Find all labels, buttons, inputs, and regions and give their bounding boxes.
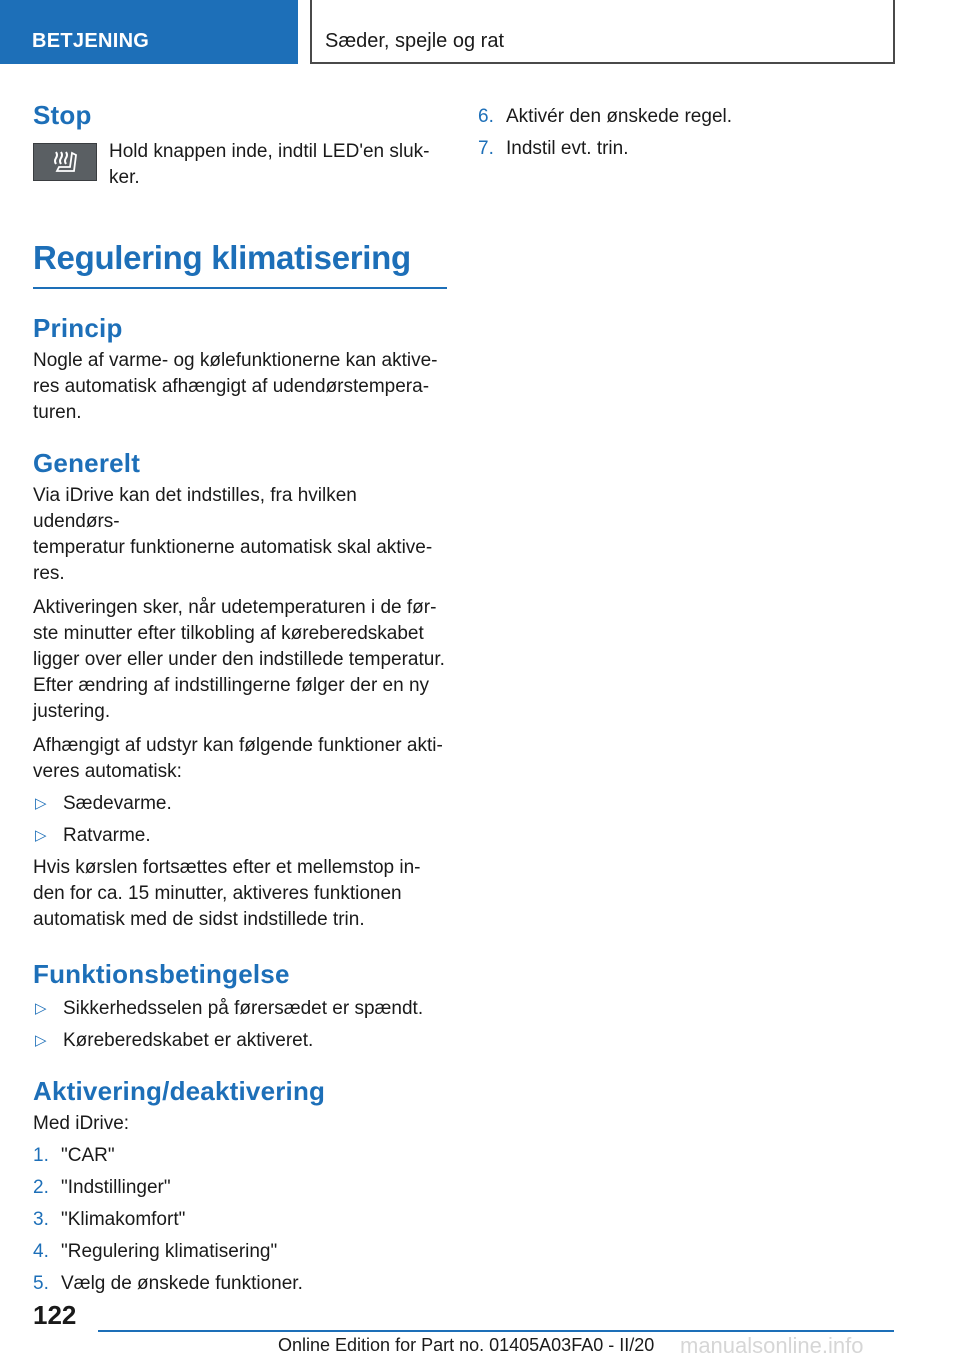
text-line: ligger over eller under den indstillede temperatur.: [33, 649, 445, 670]
step-number: 1.: [33, 1145, 49, 1166]
step-number: 5.: [33, 1273, 49, 1294]
step-text: "Klimakomfort": [61, 1209, 186, 1230]
header-section-label: BETJENING: [32, 30, 150, 52]
seat-heating-icon: [33, 143, 97, 181]
steps-list-right: [478, 104, 918, 162]
step-text: "Regulering klimatisering": [61, 1241, 278, 1262]
auto-function-list: [33, 791, 447, 849]
triangle-bullet-icon: ▷: [35, 795, 47, 812]
triangle-bullet-icon: ▷: [35, 1032, 47, 1049]
step-item: [33, 1239, 447, 1265]
text-line: den for ca. 15 minutter, aktiveres funktionen: [33, 883, 402, 904]
text-line: res.: [33, 563, 65, 584]
list-item: [33, 823, 447, 849]
step-text: Vælg de ønskede funktioner.: [61, 1273, 303, 1294]
text-line: turen.: [33, 402, 82, 423]
text-line: Via iDrive kan det indstilles, fra hvilken udendørs-: [33, 485, 357, 532]
aktivering-intro: Med iDrive:: [33, 1113, 130, 1134]
step-number: 4.: [33, 1241, 49, 1262]
right-column: [478, 104, 918, 162]
triangle-bullet-icon: ▷: [35, 1000, 47, 1017]
condition-list: [33, 996, 447, 1054]
step-text: Aktivér den ønskede regel.: [506, 106, 733, 127]
aktivering-heading: Aktivering/deaktivering: [33, 1076, 326, 1106]
steps-list-left: [33, 1143, 447, 1297]
stop-heading: Stop: [33, 100, 92, 130]
stop-instruction: [33, 139, 447, 191]
step-number: 2.: [33, 1177, 49, 1198]
text-line: ste minutter efter tilkobling af køreberedskabet: [33, 623, 424, 644]
text-line: automatisk med de sidst indstillede trin.: [33, 909, 365, 930]
list-item-text: Sikkerhedsselen på førersædet er spændt.: [63, 998, 424, 1019]
text-line: Hvis kørslen fortsættes efter et mellemstop in-: [33, 857, 421, 878]
princip-heading: Princip: [33, 313, 123, 343]
triangle-bullet-icon: ▷: [35, 827, 47, 844]
header-chapter-box: [310, 0, 895, 64]
funktion-heading: Funktionsbetingelse: [33, 959, 290, 989]
text-line: temperatur funktionerne automatisk skal aktive-: [33, 537, 433, 558]
section-title: Regulering klimatisering: [33, 239, 411, 276]
text-line: res automatisk afhængigt af udendørstempera-: [33, 376, 430, 397]
step-text: "Indstillinger": [61, 1177, 171, 1198]
regulering-section: [33, 239, 447, 289]
generelt-p2: [33, 595, 447, 725]
watermark: manualsonline.info: [680, 1333, 864, 1358]
generelt-p4: [33, 855, 447, 933]
step-item: [33, 1143, 447, 1169]
footer-edition: Online Edition for Part no. 01405A03FA0 - II/20: [278, 1335, 655, 1355]
list-item-text: Sædevarme.: [63, 793, 172, 814]
step-number: 7.: [478, 138, 494, 159]
list-item: [33, 791, 447, 817]
footer-rule: [98, 1330, 894, 1332]
step-text: "CAR": [61, 1145, 115, 1166]
princip-text: [33, 348, 447, 426]
text-line: Afhængigt af udstyr kan følgende funktioner akti-: [33, 735, 443, 756]
text-line: Aktiveringen sker, når udetemperaturen i de før-: [33, 597, 437, 618]
page-number: 122: [33, 1300, 77, 1330]
list-item: [33, 996, 447, 1022]
left-column: [33, 100, 447, 1297]
text-line: Efter ændring af indstillingerne følger der en ny: [33, 675, 430, 696]
step-number: 3.: [33, 1209, 49, 1230]
list-item-text: Ratvarme.: [63, 825, 151, 846]
step-number: 6.: [478, 106, 494, 127]
stop-text-line: ker.: [109, 167, 140, 188]
title-rule: [33, 287, 447, 289]
text-line: Nogle af varme- og kølefunktionerne kan aktive-: [33, 350, 438, 371]
step-item: [33, 1207, 447, 1233]
text-line: justering.: [33, 701, 111, 722]
header-section-tab: [0, 0, 298, 64]
step-item: [33, 1175, 447, 1201]
step-item: [478, 136, 918, 162]
step-text: Indstil evt. trin.: [506, 138, 629, 159]
generelt-heading: Generelt: [33, 448, 141, 478]
generelt-p1: [33, 483, 447, 587]
stop-text: [109, 139, 430, 191]
text-line: veres automatisk:: [33, 761, 182, 782]
list-item: [33, 1028, 447, 1054]
header-chapter-label: Sæder, spejle og rat: [325, 30, 504, 52]
step-item: [478, 104, 918, 130]
list-item-text: Køreberedskabet er aktiveret.: [63, 1030, 314, 1051]
stop-text-line: Hold knappen inde, indtil LED'en sluk-: [109, 141, 430, 162]
generelt-p3: [33, 733, 447, 785]
step-item: [33, 1271, 447, 1297]
